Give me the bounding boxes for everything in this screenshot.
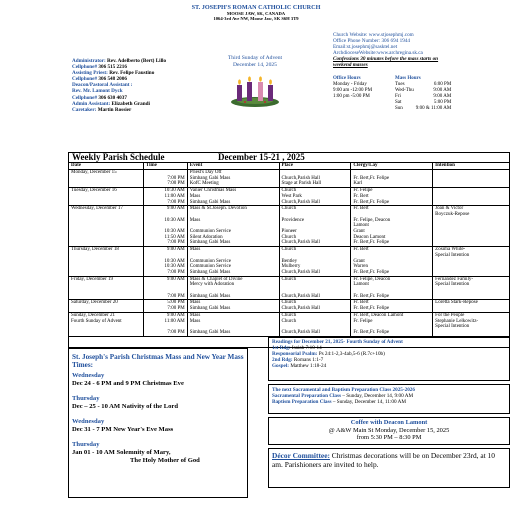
cell-line [435,270,507,276]
cell-line: Fr. Felipe [353,188,373,194]
cell-line: Monday, December 15 [71,170,117,175]
christmas-entry [72,372,244,388]
office-hours-title: Office Hours [333,76,361,81]
mass-day: Tues [395,81,405,87]
cell-line [435,306,507,312]
cell-line: 9:00 AM [166,206,185,212]
christmas-line: Dec – 25 - 10 AM Nativity of the Lord [72,403,179,410]
cell-line: Communion Service [189,258,231,264]
cell-clergy [351,247,433,277]
table-row [69,188,510,206]
mass-time: 9:00 AM [433,87,452,93]
table-row [69,247,510,277]
cell-line: 7:00 PM [167,181,185,187]
prep-label: Sacramental Preparation Class [272,393,342,400]
cell-line: Church,Parish Hall [281,240,320,246]
office-hours-line: Monday - Friday [333,81,367,87]
cell-line: Church [281,234,297,240]
staff-label: Cellphone# [72,76,98,83]
cell-line: Mass [189,247,201,253]
reading-value: Matthew 1:18-24 [289,363,327,370]
cell-line: 7:00 PM [167,175,185,181]
prep-label: Baptism Preparation Class [272,399,332,406]
cell-intention [433,170,510,188]
coffee [268,419,510,442]
cell-intention [433,247,510,277]
coffee-title: Coffee with Deacon Lamont [350,419,428,426]
cell-line: 9:00 AM [166,312,185,318]
christmas-line2: The Holy Mother of God [130,457,200,464]
staff-line [72,107,166,113]
reading-label: Gospel: [272,363,290,370]
cell-line: For the People [435,312,465,318]
cell-line: Simbang Gabi Mass [189,269,231,275]
reading-label: 1st Rdg: [272,345,291,352]
cell-line: Stage at Parish Hall [281,181,322,187]
prep-value: – Sunday, December 14, 11:00 AM [331,399,406,406]
readings-title: Readings for December 21, 2025- Fourth Sunday of Advent [272,339,403,345]
cell-clergy [351,300,433,312]
mass-time: 9:00 & 11:00 AM [415,105,452,111]
staff-label: Cellphone# [72,64,98,71]
prep-title: The next Sacramental and Baptism Preparation Class 2025-2026 [272,387,415,393]
mass-day: Sat [395,99,402,105]
christmas-title: St. Joseph's Parish Christmas Mass and New Year Mass Times: [72,353,244,370]
column-header: Place [279,163,351,170]
cell-place [279,247,351,277]
staff-label: Rev. Mr. Lamont Dyck [72,88,123,95]
cell-line: Grant [353,229,365,235]
cell-date [69,300,144,312]
cell-line: Mass [189,318,201,324]
christmas-line: Dec 31 - 7 PM New Year's Eve Mass [72,426,174,433]
staff-value: 306 630 4037 [98,94,127,101]
cell-line: Mass [189,300,201,306]
cell-line [435,200,507,206]
staff-value: 306 515 2216 [98,64,127,71]
cell-line: Saturday, December 20 [71,300,118,306]
cell-line: 10:30 AM [164,217,185,223]
christmas-entry [72,418,244,434]
cell-line: Simbang Gabi Mass [189,240,231,246]
cell-event [187,247,279,277]
cell-line: 11:00 AM [164,193,185,199]
cell-line: Special Intention [435,324,470,330]
cell-line: Priest's Day Off [189,170,222,175]
cell-line: Mass [189,217,201,223]
cell-line: Church,Parish Hall [281,175,320,181]
staff-label: Administrator: [72,58,106,64]
table-row [69,276,510,300]
column-header: Event [187,163,279,170]
cell-event [187,188,279,206]
cell-line: 7:00 PM [167,329,185,335]
christmas-entry [72,395,244,411]
cell-line: 11:00 AM [164,318,185,324]
cell-line: Church,Parish Hall [281,306,320,312]
cell-line: Fr. Bert,Fr. Felipe [353,293,390,299]
cell-line: Providence [281,217,305,223]
mass-time: 6:00 PM [433,81,452,87]
schedule-table [68,162,510,337]
cell-line: Communion Service [189,264,231,270]
cell-line: 10:30 AM [164,258,185,264]
christmas-line: Dec 24 - 6 PM and 9 PM Christmas Eve [72,380,184,387]
advent-date: December 14, 2025 [233,61,277,68]
cell-date [69,170,144,188]
coffee-line1: @ A&W Main St Monday, December 15, 2025 [328,426,450,434]
cell-time [143,206,187,247]
column-header: Time [143,163,187,170]
christmas-day: Wednesday [72,418,105,425]
cell-place [279,170,351,188]
mass-hours-title: Mass Hours [395,76,421,81]
cell-line: Zosima White- [435,247,466,253]
cell-line: Fr. Bert [353,193,369,199]
cell-line: Special Intention [435,282,470,288]
reading-value: Isaiah 7:10-14 [290,345,322,352]
church-name: ST. JOSEPH'S ROMAN CATHOLIC CHURCH [191,4,321,11]
reading-label: 2nd Rdg: [272,357,293,364]
schedule-header-row [69,163,510,170]
church-address-line2: 1064-3rd Ave NW, Moose Jaw, SK S6H 3T9 [213,16,299,22]
office-hours-line: 9:00 am -12:00 PM [333,87,373,93]
office-hours-line: 1:00 pm -5:00 PM [333,93,370,99]
cell-event [187,312,279,336]
cell-line: Sunday, December 21 [71,312,115,318]
cell-line: Special Intention [435,252,470,258]
cell-line: Fr. Bert,Fr. Felipe [353,175,390,181]
cell-line: Church [281,276,297,282]
staff-value: Martin Rossier [97,106,132,113]
cell-line: Karl [353,181,363,187]
cell-line: Fr. Felipe [353,318,373,324]
cell-line: KofC Meeting [189,181,219,187]
cell-line: Church [281,206,297,212]
mass-day: Sun [395,105,403,111]
contact-info [333,32,453,69]
cell-date [69,188,144,206]
cell-line: Mass [189,312,201,318]
cell-line: Loretta Stark-Repose [435,300,478,306]
christmas-day: Wednesday [72,372,105,379]
cell-line: Mass & Chaplet of Divine [189,276,243,282]
cell-date [69,312,144,336]
column-header: Date [69,163,144,170]
decor-text: Christmas decorations will be on December 23rd, at 10 am. Parishioners are invited to help. [272,451,495,469]
cell-line: 5:00 PM [167,300,185,306]
cell-line: Fr. Bert,Fr. Felipe [353,329,390,335]
cell-line: Mass [189,193,201,199]
cell-line: Communion Service [189,229,231,235]
christmas-line: Jan 01 - 10 AM Solemnity of Mary, [72,449,171,456]
cell-line: Fr. Bert,Fr. Felipe [353,240,390,246]
staff-value: 306 548 2006 [98,76,127,83]
cell-line: Lamont [353,223,369,229]
decor-note [272,451,506,469]
staff-value: Rev. Adelberto (Bert) Lillo [107,58,167,64]
cell-line: Fr. Felipe, Deacon [353,217,391,223]
cell-line: Church [281,247,297,253]
staff-label: Deacon/Pastoral Assistant : [72,82,133,89]
cell-line: Church,Parish Hall [281,293,320,299]
cell-line: Church,Parish Hall [281,199,320,205]
cell-line: Friday, December 19 [71,276,114,282]
cell-line: Simbang Gabi Mass [189,329,231,335]
column-header: Intention [433,163,510,170]
table-row [69,300,510,312]
cell-line [435,240,507,246]
cell-line: Mass & St.Joseph. Devotion [189,206,247,212]
cell-place [279,206,351,247]
cell-time [143,247,187,277]
cell-line [435,330,507,336]
staff-value: Elizabeth Grandi [111,100,150,107]
decor-label: Décor Committee: [272,451,330,460]
readings [272,339,403,369]
cell-line: 10:30 AM [164,264,185,270]
table-row [69,312,510,336]
christmas-entries [72,372,244,472]
cell-event [187,276,279,300]
cell-event [187,300,279,312]
cell-line: 10:30 AM [164,229,185,235]
staff-label: Assisting Priest: [72,70,108,77]
cell-line: 7:00 PM [167,240,185,246]
cell-line: Wednesday, December 17 [71,206,123,212]
reading-value: Ps 24:1-2,3-4ab,5-6 (R.7c+10b) [317,351,385,358]
staff-label: Admin Assistant: [72,100,111,107]
cell-date [69,206,144,247]
reading-line [272,363,403,369]
cell-line: Deacon Lamont [353,234,386,240]
cell-line: Church [281,312,297,318]
cell-line: Fr. Bert,Fr. Felipe [353,199,390,205]
cell-clergy [351,188,433,206]
cell-date [69,247,144,277]
mass-day: Wed-Thu [395,87,414,93]
cell-place [279,300,351,312]
cell-event [187,170,279,188]
cell-line: Simbang Gabi Mass [189,175,231,181]
cell-place [279,188,351,206]
cell-line: 10:30 AM [164,188,185,194]
staff-label: Cellphone# [72,94,98,101]
church-address-line1: MOOSE JAW, SK, CANADA [226,11,286,16]
cell-line: Tuesday, December 16 [71,188,117,194]
advent-title: Third Sunday of Advent [227,55,283,61]
cell-line: 7:00 PM [167,306,185,312]
cell-line: Stephanie Lelkowitz- [435,318,479,324]
prep-value: – Sunday, December 14, 9:00 AM [341,393,414,400]
cell-line [435,181,507,187]
cell-line: Church,Parish Hall [281,329,320,335]
reading-label: Responsorial Psalm: [272,351,318,358]
cell-line: West Park [281,193,302,199]
schedule-dates: December 15-21 , 2025 [218,152,305,162]
table-row [69,170,510,188]
cell-clergy [351,276,433,300]
cell-line: Fr. Bert [353,247,369,253]
cell-line: 7:00 PM [167,199,185,205]
prep-line [272,399,415,405]
cell-line: Mulberry [281,264,301,270]
contact-line: ArchdioceseWebsite:www.archregina.sk.ca [333,50,423,57]
cell-place [279,276,351,300]
cell-line: 7:00 PM [167,269,185,275]
mass-day: Fri [395,93,401,99]
staff-list [72,58,166,113]
contact-line: Office Phone Number: 306 694 1944 [333,38,410,45]
cell-clergy [351,312,433,336]
cell-line: Fr. Felipe, Deacon [353,276,391,282]
cell-line: Warren [353,264,368,270]
mass-time: 9:00 AM [433,93,452,99]
contact-line: Email:st.josephmj@sasktel.net [333,44,398,51]
cell-line: Fr. Bert [353,206,369,212]
cell-place [279,312,351,336]
cell-line: Mercy with Adoration [189,282,235,288]
cell-intention [433,206,510,247]
christmas-day: Thursday [72,395,100,402]
cell-intention [433,188,510,206]
cell-intention [433,300,510,312]
christmas-entry [72,441,244,465]
cell-line: Church [281,188,297,194]
cell-clergy [351,206,433,247]
cell-line: Fr. Bert, Deacon Lamont [353,312,404,318]
cell-line: Grant [353,258,365,264]
cell-line: 9:00 AM [166,276,185,282]
church-header [140,4,372,22]
coffee-line2: from 5:30 PM – 8:30 PM [356,434,422,442]
staff-value: Rev. Felipe Faustino [109,70,155,77]
cell-line: Joan & Victor [435,206,464,212]
cell-line: Pioneer [281,229,297,235]
cell-clergy [351,170,433,188]
staff-label: Caretaker: [72,106,97,113]
cell-event [187,206,279,247]
advent-wreath-icon [227,71,283,109]
contact-line: Church Website: www.stjosephmj.com [333,32,414,38]
cell-line: Simbang Gabi Mass [189,293,231,299]
cell-line: Thursday, December 18 [71,247,119,253]
cell-line: 9:00 AM [166,247,185,253]
cell-line: Simbang Gabi Mass [189,199,231,205]
cell-line: Fourth Sunday of Advent [71,318,122,324]
cell-line: Church,Parish Hall [281,269,320,275]
cell-time [143,276,187,300]
cell-line: Church [281,318,297,324]
cell-time [143,312,187,336]
cell-line: Fr. Bert,Fr. Felipe [353,269,390,275]
cell-line: 7:00 PM [167,293,185,299]
reading-value: Romans 1:1-7 [292,357,324,364]
cell-line: Lamont [353,282,369,288]
cell-line: Bentley [281,258,298,264]
cell-intention [433,276,510,300]
cell-time [143,170,187,188]
cell-line: Boyczuk-Repose [435,211,470,217]
cell-time [143,188,187,206]
christmas-day: Thursday [72,441,100,448]
advent-heading [195,55,315,68]
cell-line: Church [281,300,297,306]
hours-table [333,76,453,111]
table-row [69,206,510,247]
cell-line: Simbang Gabi Mass [189,306,231,312]
cell-line [435,294,507,300]
schedule-title: Weekly Parish Schedule [72,152,165,162]
cell-line: Fr. Bert [353,300,369,306]
cell-date [69,276,144,300]
mass-time: 5:00 PM [433,99,452,105]
prep-class [272,387,415,405]
cell-intention [433,312,510,336]
cell-line: Fr. Bert,Fr. Felipe [353,306,390,312]
cell-line: Silent Adoration [189,234,223,240]
cell-line: Vanier Christmas Mass [189,188,237,194]
cell-line: 11:50 AM [164,234,185,240]
confession-note: Confessions 30 minutes before the mass starts on weekend masses [333,56,439,69]
column-header: Clergy/Lay [351,163,433,170]
cell-line: Fernandez Family- [435,276,474,282]
cell-time [143,300,187,312]
